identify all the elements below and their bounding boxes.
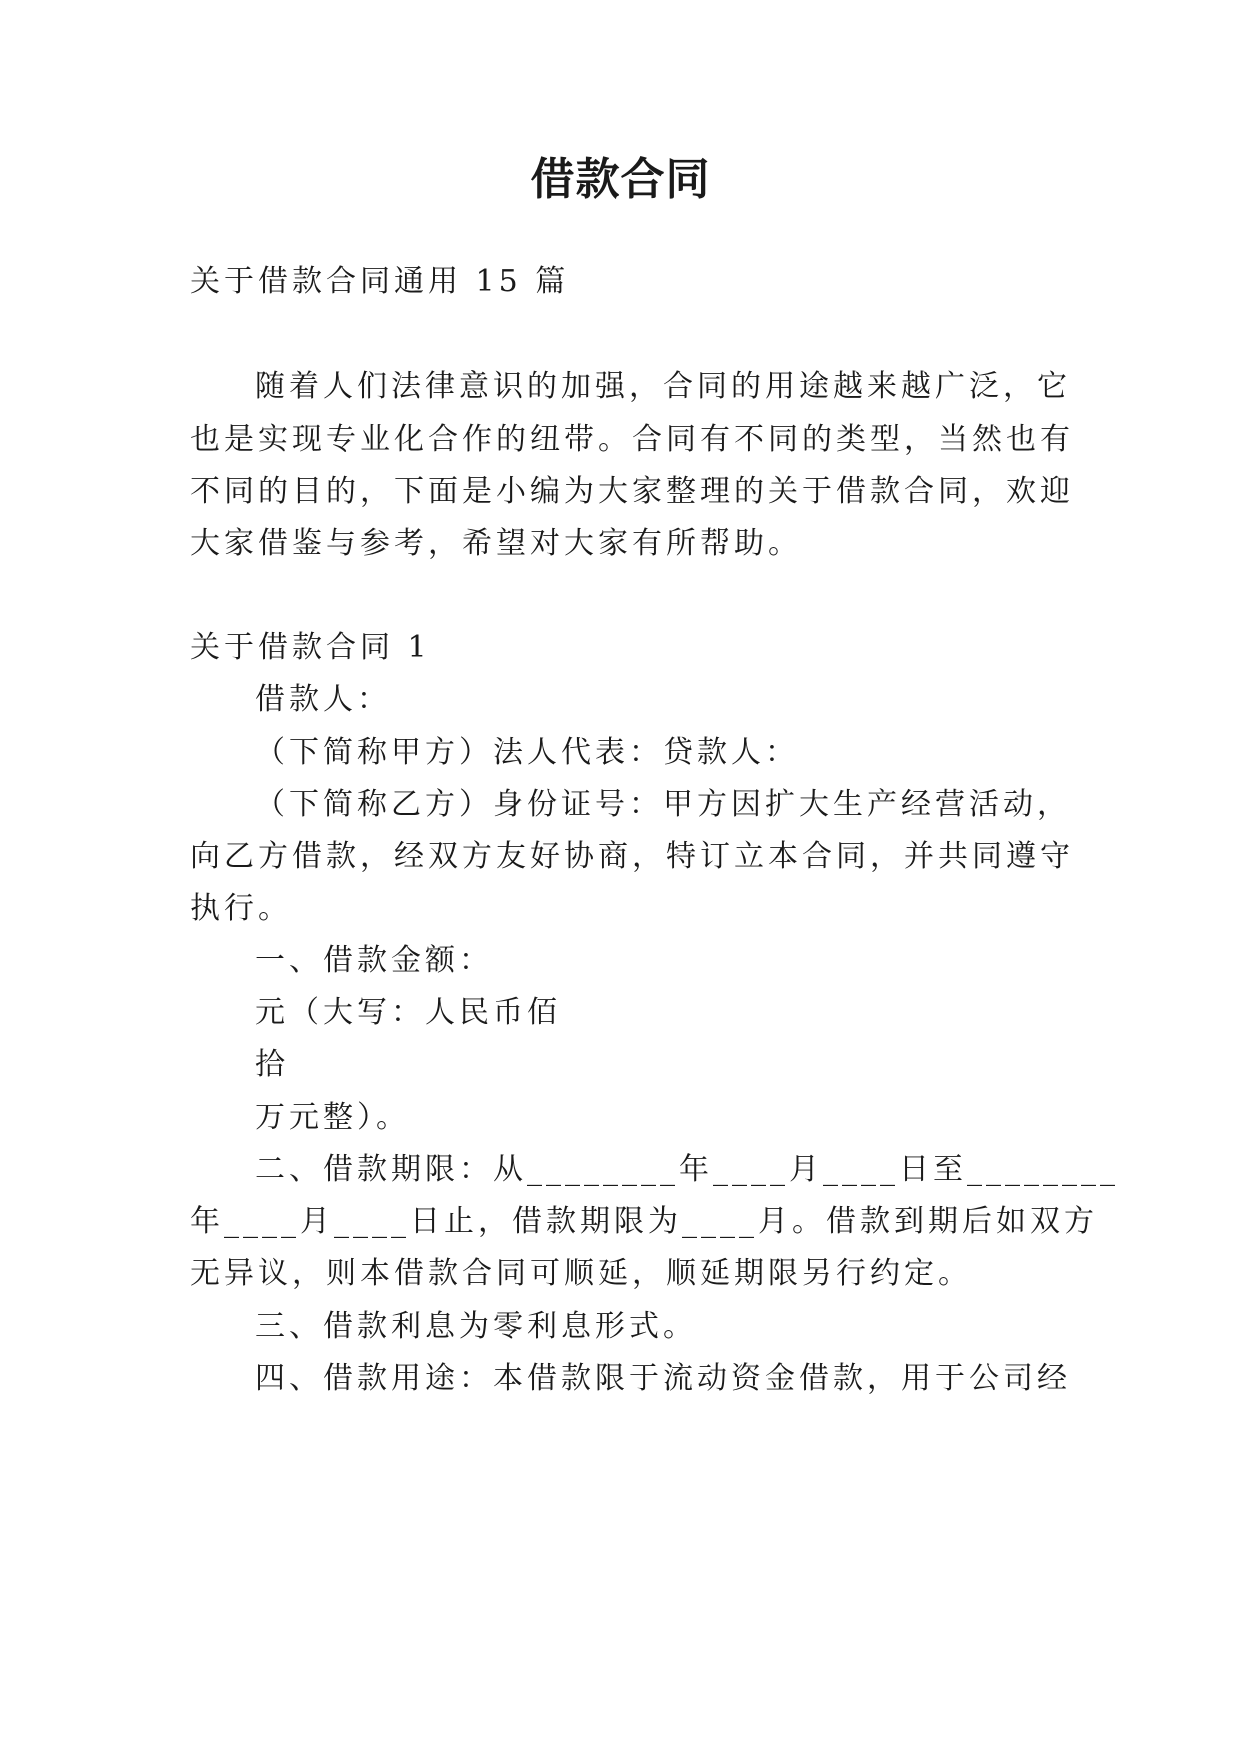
document-subtitle: 关于借款合同通用 15 篇 [190,264,570,299]
body-line: 借款人： [255,682,391,717]
body-line: 年____月____日止，借款期限为____月。借款到期后如双方 [190,1204,1098,1239]
body-line: 执行。 [190,891,292,926]
body-line: 二、借款期限：从________年____月____日至________ [255,1152,1119,1187]
document-title: 借款合同 [530,154,711,205]
body-line: （下简称甲方）法人代表：贷款人： [255,735,799,770]
body-line: 元（大写：人民币佰 [255,995,561,1030]
intro-line: 大家借鉴与参考，希望对大家有所帮助。 [190,526,802,561]
intro-line: 随着人们法律意识的加强，合同的用途越来越广泛，它 [255,369,1071,404]
section-heading: 关于借款合同 1 [190,630,431,665]
intro-line: 也是实现专业化合作的纽带。合同有不同的类型，当然也有 [190,422,1074,457]
body-line: 四、借款用途：本借款限于流动资金借款，用于公司经 [255,1361,1071,1396]
body-line: 三、借款利息为零利息形式。 [255,1309,697,1344]
body-line: 万元整）。 [255,1100,410,1135]
body-line: 无异议，则本借款合同可顺延，顺延期限另行约定。 [190,1256,972,1291]
body-line: 拾 [255,1047,289,1082]
body-line: （下简称乙方）身份证号：甲方因扩大生产经营活动， [255,787,1071,822]
intro-line: 不同的目的，下面是小编为大家整理的关于借款合同，欢迎 [190,474,1074,509]
body-line: 一、借款金额： [255,943,493,978]
body-line: 向乙方借款，经双方友好协商，特订立本合同，并共同遵守 [190,839,1074,874]
